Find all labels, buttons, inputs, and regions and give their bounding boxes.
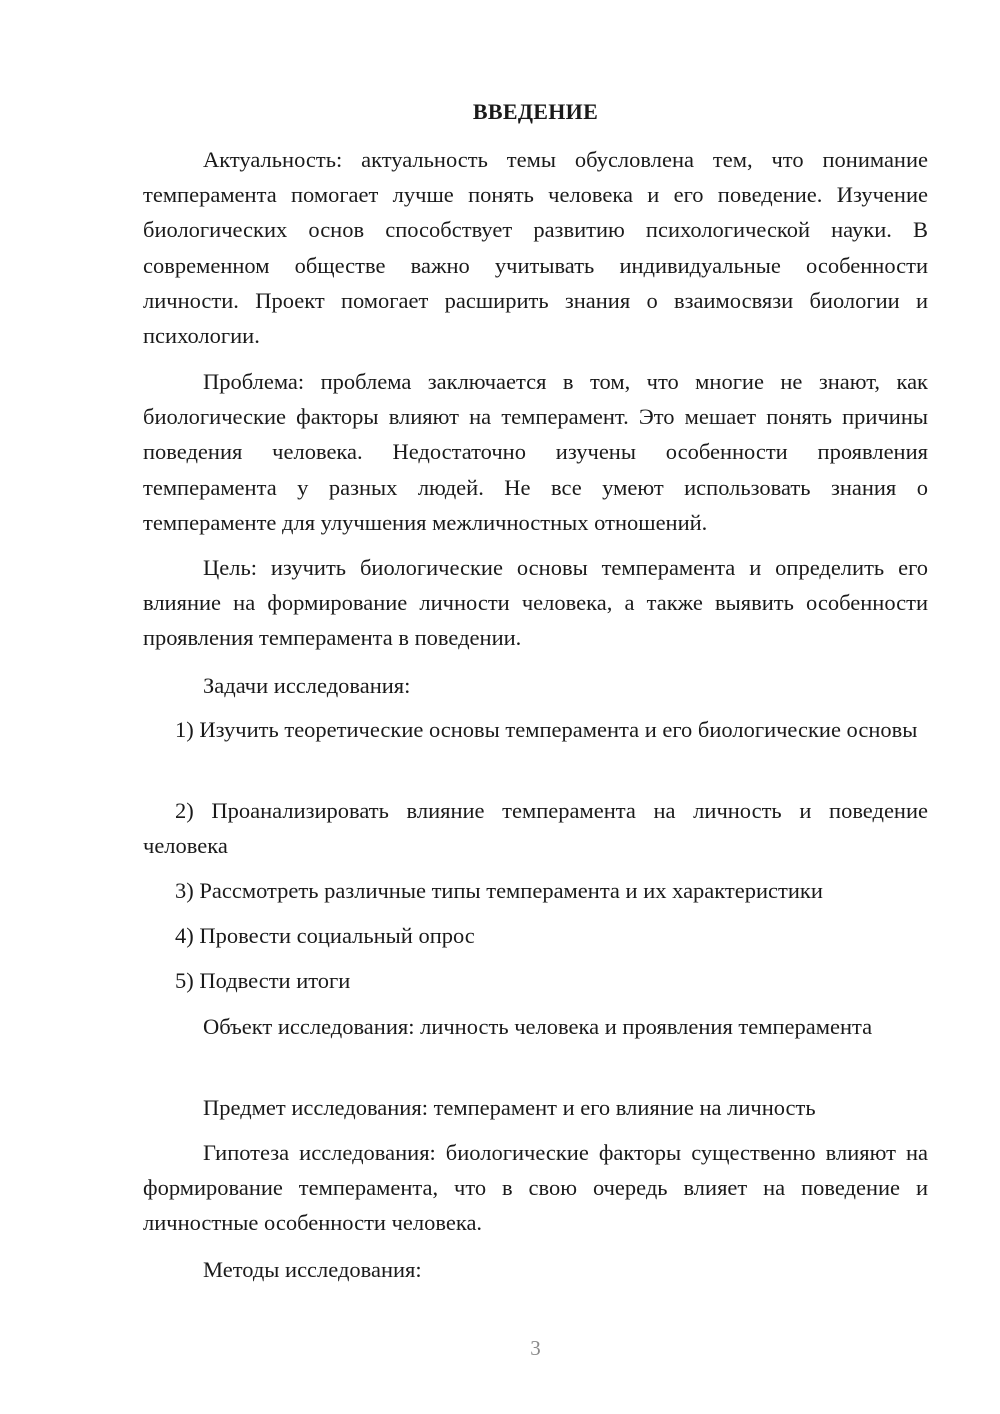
subject-paragraph: Предмет исследования: темперамент и его влияние на личность (203, 1095, 816, 1120)
methods-title: Методы исследования: (203, 1257, 422, 1282)
task-item-2: 2) Проанализировать влияние темперамента на личность и поведение человека (143, 798, 928, 859)
goal-paragraph: Цель: изучить биологические основы темперамента и определить его влияние на формирование личности человека, а также выявить особенности проявления темперамента в поведении. (143, 555, 928, 651)
object-paragraph: Объект исследования: личность человека и проявления темперамента (203, 1014, 873, 1039)
page-number: 3 (530, 1336, 541, 1360)
hypothesis-paragraph: Гипотеза исследования: биологические факторы существенно влияют на формирование темперамента, что в свою очередь влияет на поведение и личностные особенности человека. (143, 1140, 928, 1236)
task-item-3: 3) Рассмотреть различные типы темперамента и их характеристики (175, 878, 823, 903)
task-item-1: 1) Изучить теоретические основы темперамента и его биологические основы (175, 717, 918, 742)
relevance-paragraph: Актуальность: актуальность темы обусловлена тем, что понимание темперамента помогает лучше понять человека и его поведение. Изучение биологических основ способствует развитию психологической науки. В современном обществе важно учитывать индивидуальные особенности личности. Проект помогает расширить знания о взаимосвязи биологии и психологии. (143, 147, 928, 349)
tasks-title: Задачи исследования: (203, 673, 411, 698)
task-item-4: 4) Провести социальный опрос (175, 923, 475, 948)
problem-paragraph: Проблема: проблема заключается в том, что многие не знают, как биологические факторы влияют на темперамент. Это мешает понять причины поведения человека. Недостаточно изучены особенности проявления темперамента у разных людей. Не все умеют использовать знания о темпераменте для улучшения межличностных отношений. (143, 369, 928, 535)
task-item-5: 5) Подвести итоги (175, 968, 351, 993)
page-heading: ВВЕДЕНИЕ (472, 99, 599, 124)
